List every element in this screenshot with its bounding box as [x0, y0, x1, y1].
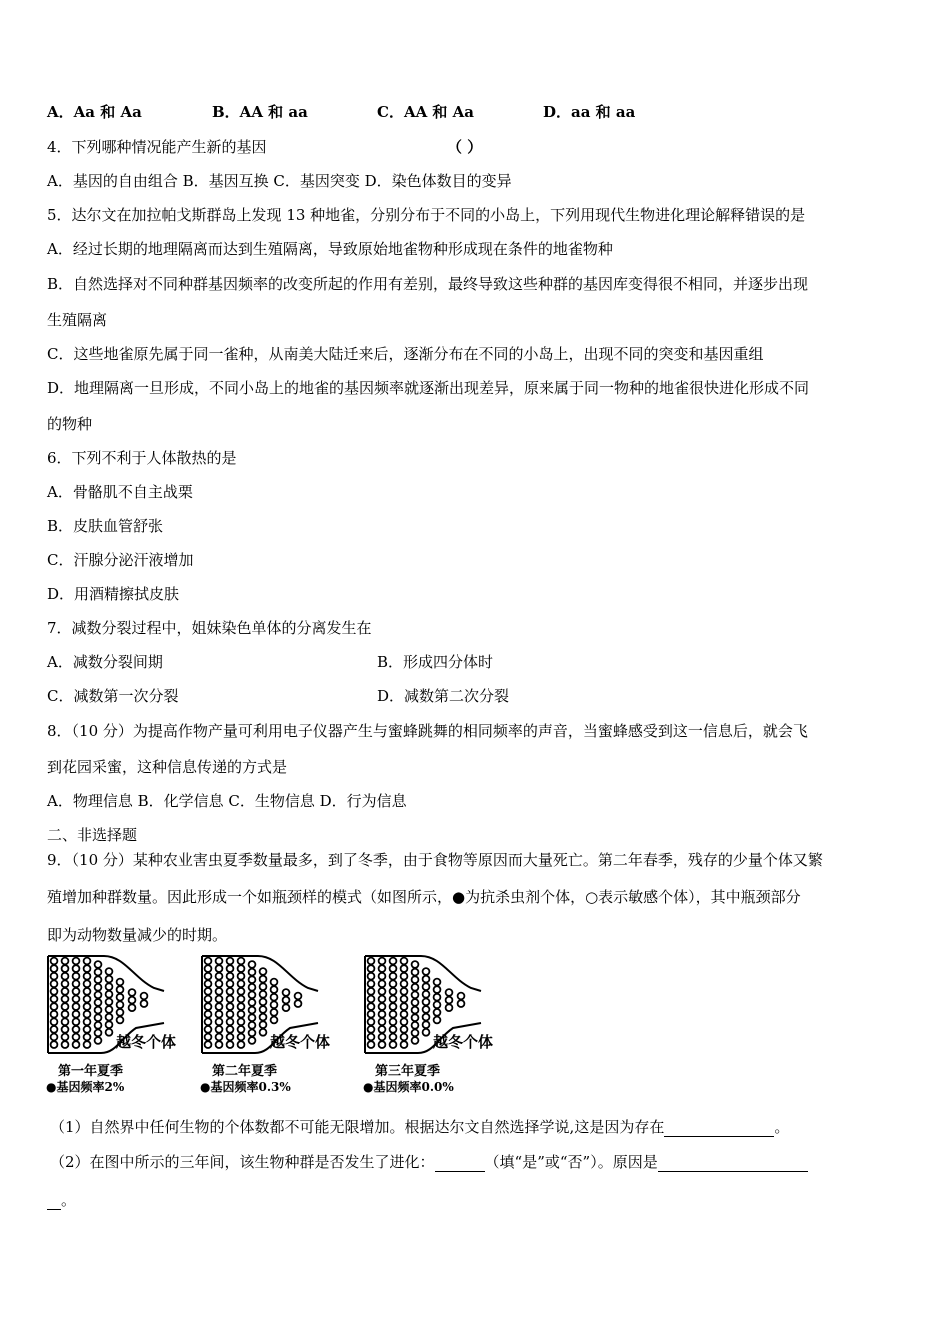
individual-marker: [423, 991, 430, 998]
individual-marker: [106, 991, 113, 998]
individual-marker: [106, 968, 113, 975]
individual-marker: [216, 988, 223, 995]
individual-marker: [95, 1037, 102, 1044]
individual-marker: [141, 1000, 148, 1007]
individual-marker: [238, 1011, 245, 1018]
individual-marker: [216, 980, 223, 987]
individual-marker: [390, 996, 397, 1003]
individual-marker: [401, 973, 408, 980]
individual-marker: [205, 1018, 212, 1025]
figure-caption: 第二年夏季: [212, 1064, 278, 1079]
individual-marker: [446, 989, 453, 996]
q6-option-c: C．汗腺分泌汗液增加: [47, 551, 194, 569]
q9-stem-line3: 即为动物数量减少的时期。: [47, 926, 228, 944]
individual-marker: [249, 1014, 256, 1021]
individual-marker: [84, 958, 91, 965]
individual-marker: [84, 1011, 91, 1018]
individual-marker: [73, 1034, 80, 1041]
individual-marker: [106, 983, 113, 990]
individual-marker: [458, 1000, 465, 1007]
individual-marker: [401, 1026, 408, 1033]
individual-marker: [216, 1018, 223, 1025]
individual-marker: [216, 1026, 223, 1033]
q9-sub2-text: （2）在图中所示的三年间，该生物种群是否发生了进化：: [50, 1153, 435, 1171]
individual-marker: [73, 958, 80, 965]
individual-marker: [368, 1003, 375, 1010]
individual-marker: [227, 1003, 234, 1010]
individual-marker: [84, 980, 91, 987]
individual-marker: [106, 999, 113, 1006]
individual-marker: [379, 958, 386, 965]
bottleneck-figure-year3: [363, 953, 523, 1093]
individual-marker: [401, 1034, 408, 1041]
individual-marker: [62, 965, 69, 972]
individual-marker: [271, 1017, 278, 1024]
individual-marker: [238, 980, 245, 987]
individual-marker: [51, 965, 58, 972]
individual-marker: [379, 988, 386, 995]
individual-marker: [368, 1034, 375, 1041]
individual-marker: [260, 1029, 267, 1036]
individual-marker: [95, 1030, 102, 1037]
individual-marker: [238, 1034, 245, 1041]
q5-option-d-line1: D．地理隔离一旦形成，不同小岛上的地雀的基因频率就逐渐出现差异，原来属于同一物种的地雀很快进化形成不同: [47, 379, 810, 397]
individual-marker: [51, 1034, 58, 1041]
individual-marker: [84, 996, 91, 1003]
individual-marker: [51, 1003, 58, 1010]
individual-marker: [401, 1003, 408, 1010]
individual-marker: [249, 992, 256, 999]
individual-marker: [84, 973, 91, 980]
individual-marker: [379, 1018, 386, 1025]
individual-marker: [106, 1014, 113, 1021]
individual-marker: [84, 1041, 91, 1048]
individual-marker: [401, 1011, 408, 1018]
individual-marker: [205, 988, 212, 995]
individual-marker: [51, 1041, 58, 1048]
individual-marker: [434, 1017, 441, 1024]
individual-marker: [368, 996, 375, 1003]
individual-marker: [249, 984, 256, 991]
individual-marker: [205, 1034, 212, 1041]
overwinter-label: 越冬个体: [433, 1033, 494, 1051]
individual-marker: [458, 993, 465, 1000]
individual-marker: [117, 986, 124, 993]
answer-blank-3[interactable]: [658, 1155, 808, 1172]
individual-marker: [412, 1037, 419, 1044]
individual-marker: [390, 1003, 397, 1010]
individual-marker: [73, 1041, 80, 1048]
individual-marker: [379, 973, 386, 980]
individual-marker: [379, 1041, 386, 1048]
individual-marker: [446, 1004, 453, 1011]
individual-marker: [260, 1006, 267, 1013]
individual-marker: [227, 980, 234, 987]
q9-stem-line1: 9．（10 分）某种农业害虫夏季数量最多，到了冬季，由于食物等原因而大量死亡。第二年春季，残存的少量个体又繁: [47, 851, 823, 869]
individual-marker: [260, 999, 267, 1006]
individual-marker: [412, 1007, 419, 1014]
individual-marker: [368, 988, 375, 995]
individual-marker: [401, 965, 408, 972]
q4-stem-text: 4．下列哪种情况能产生新的基因: [47, 138, 267, 156]
individual-marker: [51, 973, 58, 980]
individual-marker: [117, 979, 124, 986]
individual-marker: [51, 958, 58, 965]
individual-marker: [238, 1026, 245, 1033]
individual-marker: [423, 1021, 430, 1028]
q6-option-b: B．皮肤血管舒张: [47, 517, 164, 535]
individual-marker: [95, 976, 102, 983]
gene-frequency-label: ●基因频率0.0%: [363, 1080, 454, 1094]
individual-marker: [84, 1018, 91, 1025]
q9-sub2-end: 。: [61, 1191, 77, 1209]
individual-marker: [390, 1041, 397, 1048]
individual-marker: [401, 958, 408, 965]
individual-marker: [227, 1034, 234, 1041]
individual-marker: [249, 1030, 256, 1037]
individual-marker: [412, 984, 419, 991]
individual-marker: [238, 1003, 245, 1010]
individual-marker: [227, 1011, 234, 1018]
figure-caption: 第三年夏季: [375, 1064, 441, 1079]
individual-marker: [227, 973, 234, 980]
q6-option-a: A．骨骼肌不自主战栗: [47, 483, 193, 501]
individual-marker: [283, 989, 290, 996]
individual-marker: [238, 996, 245, 1003]
individual-marker: [141, 993, 148, 1000]
individual-marker: [62, 1041, 69, 1048]
q5-option-b-line1: B．自然选择对不同种群基因频率的改变所起的作用有差别，最终导致这些种群的基因库变得很不相同，并逐步出现: [47, 275, 809, 293]
individual-marker: [271, 994, 278, 1001]
individual-marker: [227, 965, 234, 972]
individual-marker: [368, 1041, 375, 1048]
individual-marker: [117, 1001, 124, 1008]
individual-marker: [129, 989, 136, 996]
individual-marker: [446, 997, 453, 1004]
individual-marker: [216, 1003, 223, 1010]
individual-marker: [238, 965, 245, 972]
individual-marker: [283, 1004, 290, 1011]
q6-stem: 6．下列不利于人体散热的是: [47, 449, 237, 467]
individual-marker: [51, 996, 58, 1003]
gene-frequency-label: ●基因频率0.3%: [200, 1080, 291, 1094]
q9-sub2: [50, 1152, 808, 1172]
individual-marker: [249, 999, 256, 1006]
individual-marker: [84, 965, 91, 972]
individual-marker: [412, 1022, 419, 1029]
individual-marker: [227, 988, 234, 995]
q3-option-d: D．aa 和 aa: [543, 103, 636, 121]
individual-marker: [271, 1009, 278, 1016]
q8-options: A．物理信息 B．化学信息 C．生物信息 D．行为信息: [47, 792, 407, 810]
q8-stem-line2: 到花园采蜜，这种信息传递的方式是: [47, 758, 288, 776]
individual-marker: [379, 1026, 386, 1033]
individual-marker: [117, 1009, 124, 1016]
individual-marker: [368, 1011, 375, 1018]
q4-stem: [47, 137, 483, 157]
answer-blank-3-continued[interactable]: [47, 1193, 61, 1210]
individual-marker: [390, 1026, 397, 1033]
individual-marker: [205, 1003, 212, 1010]
individual-marker: [106, 1029, 113, 1036]
individual-marker: [249, 1007, 256, 1014]
individual-marker: [216, 973, 223, 980]
individual-marker: [117, 994, 124, 1001]
q4-answer-paren: （ ）: [447, 138, 483, 156]
q4-options: A．基因的自由组合 B．基因互换 C．基因突变 D．染色体数目的变异: [47, 172, 512, 190]
q8-stem-line1: 8．（10 分）为提高作物产量可利用电子仪器产生与蜜蜂跳舞的相同频率的声音，当蜜蜂感受到这一信息后，就会飞: [47, 722, 808, 740]
individual-marker: [434, 986, 441, 993]
individual-marker: [283, 997, 290, 1004]
individual-marker: [423, 1029, 430, 1036]
individual-marker: [84, 1003, 91, 1010]
individual-marker: [216, 1011, 223, 1018]
q9-stem-line2: 殖增加种群数量。因此形成一个如瓶颈样的模式（如图所示，●为抗杀虫剂个体，○表示敏感个体），其中瓶颈部分: [47, 888, 801, 906]
individual-marker: [368, 958, 375, 965]
individual-marker: [412, 1014, 419, 1021]
individual-marker: [73, 988, 80, 995]
answer-blank-2[interactable]: [435, 1155, 485, 1172]
individual-marker: [271, 1001, 278, 1008]
individual-marker: [51, 1026, 58, 1033]
individual-marker: [216, 958, 223, 965]
individual-marker: [412, 992, 419, 999]
q3-option-b: B．AA 和 aa: [212, 103, 308, 121]
section-title: 二、非选择题: [47, 826, 138, 844]
individual-marker: [117, 1017, 124, 1024]
individual-marker: [412, 999, 419, 1006]
individual-marker: [95, 992, 102, 999]
q5-option-b-line2: 生殖隔离: [47, 311, 108, 329]
individual-marker: [95, 999, 102, 1006]
individual-marker: [238, 1041, 245, 1048]
individual-marker: [62, 973, 69, 980]
q7-options-row2: [47, 686, 510, 706]
q7-option-b: B．形成四分体时: [377, 653, 494, 671]
individual-marker: [368, 973, 375, 980]
individual-marker: [73, 1011, 80, 1018]
individual-marker: [95, 1014, 102, 1021]
figure-caption: 第一年夏季: [58, 1064, 124, 1079]
individual-marker: [62, 1026, 69, 1033]
individual-marker: [434, 1001, 441, 1008]
q3-option-c: C．AA 和 Aa: [377, 103, 475, 121]
individual-marker: [379, 980, 386, 987]
individual-marker: [73, 1026, 80, 1033]
individual-marker: [73, 965, 80, 972]
individual-marker: [62, 1018, 69, 1025]
answer-blank-1[interactable]: [664, 1120, 774, 1137]
individual-marker: [271, 979, 278, 986]
overwinter-label: 越冬个体: [270, 1033, 331, 1051]
individual-marker: [260, 1014, 267, 1021]
individual-marker: [73, 973, 80, 980]
individual-marker: [238, 973, 245, 980]
individual-marker: [390, 973, 397, 980]
individual-marker: [260, 976, 267, 983]
individual-marker: [205, 965, 212, 972]
individual-marker: [249, 1022, 256, 1029]
individual-marker: [390, 1018, 397, 1025]
individual-marker: [238, 988, 245, 995]
q7-options-row1: [47, 652, 494, 672]
individual-marker: [238, 958, 245, 965]
individual-marker: [412, 961, 419, 968]
individual-marker: [401, 988, 408, 995]
individual-marker: [390, 980, 397, 987]
individual-marker: [62, 996, 69, 1003]
individual-marker: [205, 1026, 212, 1033]
individual-marker: [295, 1000, 302, 1007]
individual-marker: [227, 996, 234, 1003]
individual-marker: [106, 1021, 113, 1028]
individual-marker: [227, 1026, 234, 1033]
individual-marker: [216, 965, 223, 972]
individual-marker: [401, 996, 408, 1003]
individual-marker: [412, 1030, 419, 1037]
individual-marker: [95, 969, 102, 976]
individual-marker: [84, 1034, 91, 1041]
individual-marker: [260, 991, 267, 998]
q7-option-c: C．减数第一次分裂: [47, 687, 179, 705]
individual-marker: [390, 965, 397, 972]
individual-marker: [412, 969, 419, 976]
individual-marker: [368, 980, 375, 987]
individual-marker: [379, 1003, 386, 1010]
individual-marker: [227, 1041, 234, 1048]
overwinter-label: 越冬个体: [116, 1033, 177, 1051]
individual-marker: [51, 1018, 58, 1025]
individual-marker: [249, 1037, 256, 1044]
individual-marker: [260, 968, 267, 975]
individual-marker: [271, 986, 278, 993]
individual-marker: [216, 1034, 223, 1041]
individual-marker: [106, 1006, 113, 1013]
individual-marker: [95, 961, 102, 968]
individual-marker: [368, 1018, 375, 1025]
gene-frequency-label: ●基因频率2%: [46, 1080, 125, 1094]
individual-marker: [62, 1034, 69, 1041]
individual-marker: [379, 996, 386, 1003]
q7-option-a: A．减数分裂间期: [47, 653, 163, 671]
individual-marker: [238, 1018, 245, 1025]
individual-marker: [412, 976, 419, 983]
q3-option-a: A．Aa 和 Aa: [47, 103, 142, 121]
individual-marker: [73, 1018, 80, 1025]
individual-marker: [379, 1034, 386, 1041]
individual-marker: [423, 999, 430, 1006]
individual-marker: [84, 1026, 91, 1033]
q9-sub2-mid: （填“是”或“否”）。原因是: [484, 1153, 658, 1171]
individual-marker: [390, 1034, 397, 1041]
individual-marker: [434, 1009, 441, 1016]
individual-marker: [423, 1006, 430, 1013]
individual-marker: [95, 1007, 102, 1014]
q6-option-d: D．用酒精擦拭皮肤: [47, 585, 180, 603]
individual-marker: [106, 976, 113, 983]
individual-marker: [51, 980, 58, 987]
individual-marker: [73, 1003, 80, 1010]
individual-marker: [95, 1022, 102, 1029]
individual-marker: [423, 1014, 430, 1021]
individual-marker: [62, 1011, 69, 1018]
individual-marker: [129, 1004, 136, 1011]
individual-marker: [216, 1041, 223, 1048]
individual-marker: [390, 1011, 397, 1018]
q9-sub2-continuation: [47, 1190, 76, 1210]
individual-marker: [434, 994, 441, 1001]
individual-marker: [390, 958, 397, 965]
individual-marker: [379, 965, 386, 972]
individual-marker: [227, 958, 234, 965]
individual-marker: [249, 969, 256, 976]
individual-marker: [205, 958, 212, 965]
individual-marker: [205, 1041, 212, 1048]
bottleneck-figure-year1: [46, 953, 206, 1093]
individual-marker: [205, 973, 212, 980]
q5-option-a: A．经过长期的地理隔离而达到生殖隔离，导致原始地雀物种形成现在条件的地雀物种: [47, 240, 613, 258]
individual-marker: [216, 996, 223, 1003]
individual-marker: [73, 980, 80, 987]
q7-stem: 7．减数分裂过程中，姐妹染色单体的分离发生在: [47, 619, 372, 637]
individual-marker: [51, 988, 58, 995]
individual-marker: [401, 980, 408, 987]
individual-marker: [295, 993, 302, 1000]
individual-marker: [73, 996, 80, 1003]
individual-marker: [423, 983, 430, 990]
individual-marker: [62, 988, 69, 995]
bottleneck-figure-year2: [200, 953, 360, 1093]
q3-options: [47, 102, 636, 122]
individual-marker: [249, 976, 256, 983]
individual-marker: [62, 1003, 69, 1010]
q5-option-d-line2: 的物种: [47, 415, 93, 433]
individual-marker: [423, 976, 430, 983]
individual-marker: [84, 988, 91, 995]
q9-sub1-end: 。: [774, 1118, 790, 1136]
individual-marker: [423, 968, 430, 975]
individual-marker: [205, 1011, 212, 1018]
individual-marker: [390, 988, 397, 995]
q9-sub1: [50, 1117, 789, 1137]
individual-marker: [62, 980, 69, 987]
individual-marker: [368, 965, 375, 972]
individual-marker: [205, 996, 212, 1003]
individual-marker: [62, 958, 69, 965]
q5-option-c: C．这些地雀原先属于同一雀种，从南美大陆迁来后，逐渐分布在不同的小岛上，出现不同的突变和基因重组: [47, 345, 764, 363]
individual-marker: [260, 1021, 267, 1028]
individual-marker: [249, 961, 256, 968]
individual-marker: [95, 984, 102, 991]
individual-marker: [401, 1018, 408, 1025]
individual-marker: [434, 979, 441, 986]
q9-sub1-text: （1）自然界中任何生物的个体数都不可能无限增加。根据达尔文自然选择学说,这是因为存在: [50, 1118, 665, 1136]
individual-marker: [129, 997, 136, 1004]
individual-marker: [368, 1026, 375, 1033]
individual-marker: [205, 980, 212, 987]
individual-marker: [379, 1011, 386, 1018]
individual-marker: [260, 983, 267, 990]
individual-marker: [227, 1018, 234, 1025]
individual-marker: [51, 1011, 58, 1018]
q7-option-d: D．减数第二次分裂: [377, 687, 510, 705]
individual-marker: [401, 1041, 408, 1048]
q5-stem: 5．达尔文在加拉帕戈斯群岛上发现 13 种地雀，分别分布于不同的小岛上，下列用现代生物进化理论解释错误的是: [47, 206, 806, 224]
